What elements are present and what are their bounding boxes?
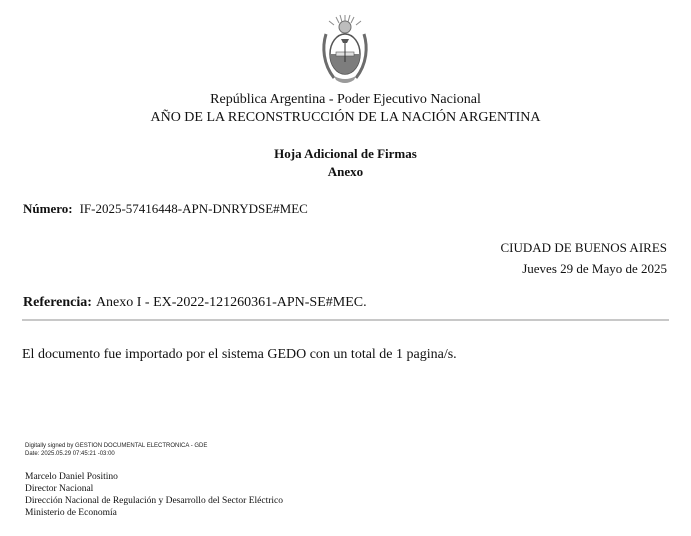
signer-name: Marcelo Daniel Positino: [25, 472, 118, 482]
document-subtitle: Anexo: [327, 164, 364, 179]
divider: [22, 319, 669, 321]
document-body: El documento fue importado por el sistema GEDO con un total de 1 pagina/s.: [22, 347, 457, 362]
document-reference: [23, 295, 367, 311]
document-number-label: Número:: [23, 201, 73, 216]
signer-office: Dirección Nacional de Regulación y Desarrollo del Sector Eléctrico: [25, 496, 283, 506]
header-government: República Argentina - Poder Ejecutivo Nacional: [210, 92, 481, 107]
digital-signature-line: Digitally signed by GESTION DOCUMENTAL ELECTRONICA - GDE: [25, 443, 208, 449]
document-number-value: IF-2025-57416448-APN-DNRYDSE#MEC: [79, 201, 308, 216]
document-number: [23, 201, 308, 217]
document-date: Jueves 29 de Mayo de 2025: [522, 261, 667, 276]
signer-role: Director Nacional: [25, 484, 94, 494]
document-reference-value: Anexo I - EX-2022-121260361-APN-SE#MEC.: [95, 295, 367, 310]
argentina-coat-of-arms-icon: [320, 12, 370, 90]
header-year-motto: AÑO DE LA RECONSTRUCCIÓN DE LA NACIÓN ARGENTINA: [150, 110, 541, 125]
signer-ministry: Ministerio de Economía: [25, 508, 117, 518]
digital-signature-date: Date: 2025.05.29 07:45:21 -03:00: [25, 451, 115, 457]
document-title: Hoja Adicional de Firmas: [274, 146, 417, 161]
document-reference-label: Referencia:: [23, 295, 92, 310]
document-city: CIUDAD DE BUENOS AIRES: [500, 240, 667, 255]
